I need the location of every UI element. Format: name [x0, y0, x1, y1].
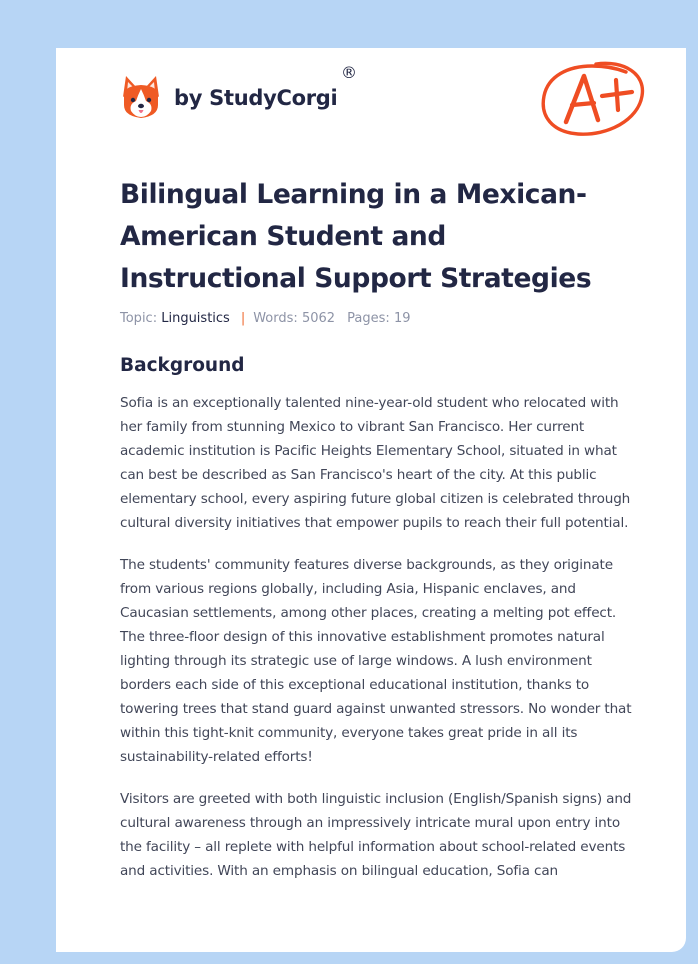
registered-mark: ® — [341, 63, 357, 82]
corgi-dog-icon — [120, 75, 162, 121]
words-label: Words: — [253, 311, 298, 326]
document-meta — [120, 310, 410, 328]
topic-link[interactable]: Linguistics — [161, 311, 230, 326]
document-card — [56, 48, 686, 952]
body-paragraph: Visitors are greeted with both linguistic inclusion (English/Spanish signs) and cultural awareness through an impressively intricate mural upon entry into the facility – all replete with helpful information about school-related events and activities. With an emphasis on bilingual education, Sofia can — [120, 791, 632, 879]
brand-logo-link[interactable] — [120, 74, 337, 122]
body-paragraph: Sofia is an exceptionally talented nine-year-old student who relocated with her family from stunning Mexico to vibrant San Francisco. Her current academic institution is Pacific Heights Elementary School, situated in what can best be described as San Francisco's heart of the city. At this public elementary school, every aspiring future global citizen is celebrated through cultural diversity initiatives that empower pupils to reach their full potential. — [120, 395, 631, 531]
topic-label: Topic: — [120, 311, 158, 326]
document-title: Bilingual Learning in a Mexican-American Student and Instructional Support Strategies — [120, 179, 592, 294]
grade-a-plus-stamp-icon — [538, 58, 648, 140]
brand-name: by StudyCorgi — [174, 86, 338, 110]
words-count: 5062 — [301, 311, 336, 326]
pages-count: 19 — [393, 311, 411, 326]
document-body — [120, 391, 636, 901]
section-heading: Background — [120, 355, 245, 376]
pages-label: Pages: — [347, 311, 390, 326]
meta-separator: | — [240, 311, 246, 326]
body-paragraph: The students' community features diverse backgrounds, as they originate from various regions globally, including Asia, Hispanic enclaves, and Caucasian settlements, among other places, creating a melting pot effect. The three-floor design of this innovative establishment promotes natural lighting through its strategic use of large windows. A lush environment borders each side of this exceptional educational institution, thanks to towering trees that stand guard against unwanted stressors. No wonder that within this tight-knit community, everyone takes great pride in all its sustainability-related efforts! — [120, 557, 632, 765]
